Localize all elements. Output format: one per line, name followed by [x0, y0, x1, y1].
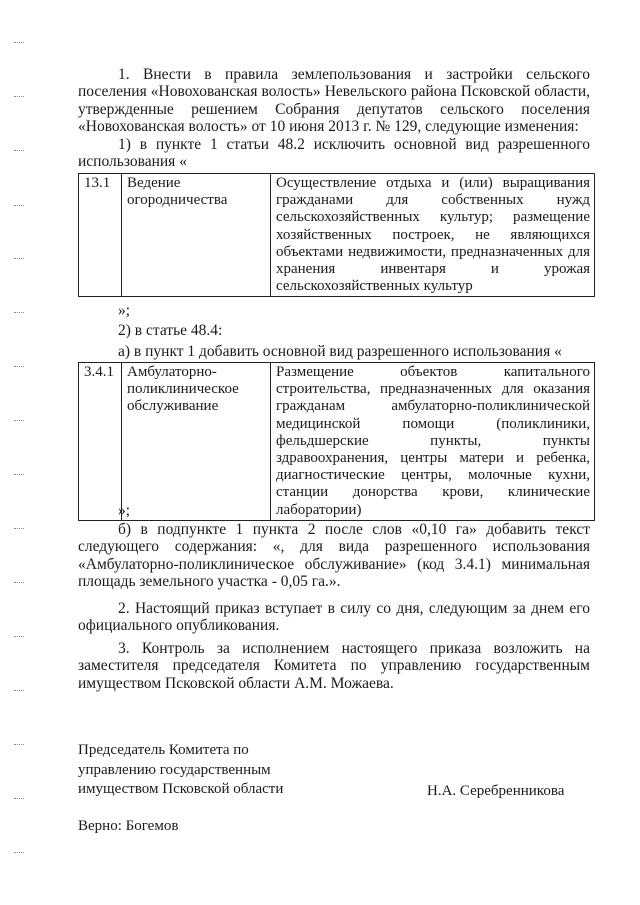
paragraph-intro: 1. Внести в правила землепользования и застройки сельского поселения «Новохованская волость» Невельского района Псковской области, утвержденные решением Собрания депутатов сельского поселения «Новохованская волость» от 10 июня 2013 г. № 129, следующие изменения: [78, 66, 590, 136]
signatory-name: Н.А. Серебренникова [427, 783, 565, 799]
signatory-title-line-1: Председатель Комитета по [78, 742, 249, 758]
verified-note: Верно: Богемов [78, 818, 179, 834]
paragraph-item-2: 2) в статье 48.4: [118, 322, 223, 339]
use-description: Осуществление отдыха и (или) выращивания гражданами для собственных нужд сельскохозяйственных культур; размещение хозяйственных построек, не являющихся объектами недвижимости, предназначенных для хранения инвентаря и урожая сельскохозяйственных культур [271, 174, 595, 297]
use-code: 13.1 [79, 174, 122, 297]
use-name: Амбулаторно-поликлиническое обслуживание [122, 363, 271, 521]
paragraph-item-2b: б) в подпункте 1 пункта 2 после слов «0,10 га» добавить текст следующего содержания: «, для вида разрешенного использования «Амбулаторно-поликлиническое обслуживание» (код 3.4.1) минимальная площадь земельного участка - 0,05 га.». [78, 521, 590, 591]
use-code: 3.4.1 [79, 363, 122, 521]
signatory-title-line-3: имуществом Псковской области [78, 781, 284, 797]
closing-quote-2: »; [118, 502, 131, 519]
table-add-use [78, 362, 595, 521]
table-row [79, 174, 595, 297]
signatory-title-line-2: управлению государственным [78, 762, 271, 778]
paragraph-item-1: 1) в пункте 1 статьи 48.2 исключить основной вид разрешенного использования « [78, 136, 590, 171]
table-row [79, 363, 595, 521]
table-exclude-use [78, 173, 595, 297]
paragraph-item-3: 2. Настоящий приказ вступает в силу со дня, следующим за днем его официального опубликования. [78, 600, 590, 635]
binding-margin-marks [0, 0, 30, 905]
use-name: Ведение огородничества [122, 174, 271, 297]
paragraph-item-2a: а) в пункт 1 добавить основной вид разрешенного использования « [118, 343, 562, 360]
paragraph-item-4: 3. Контроль за исполнением настоящего приказа возложить на заместителя председателя Комитета по управлению государственным имуществом Псковской области А.М. Можаева. [78, 640, 590, 692]
use-description: Размещение объектов капитального строительства, предназначенных для оказания гражданам амбулаторно-поликлинической медицинской помощи (поликлиники, фельдшерские пункты, пункты здравоохранения, центры матери и ребенка, диагностические центры, молочные кухни, станции донорства крови, клинические лаборатории) [271, 363, 595, 521]
closing-quote-1: »; [118, 302, 131, 319]
